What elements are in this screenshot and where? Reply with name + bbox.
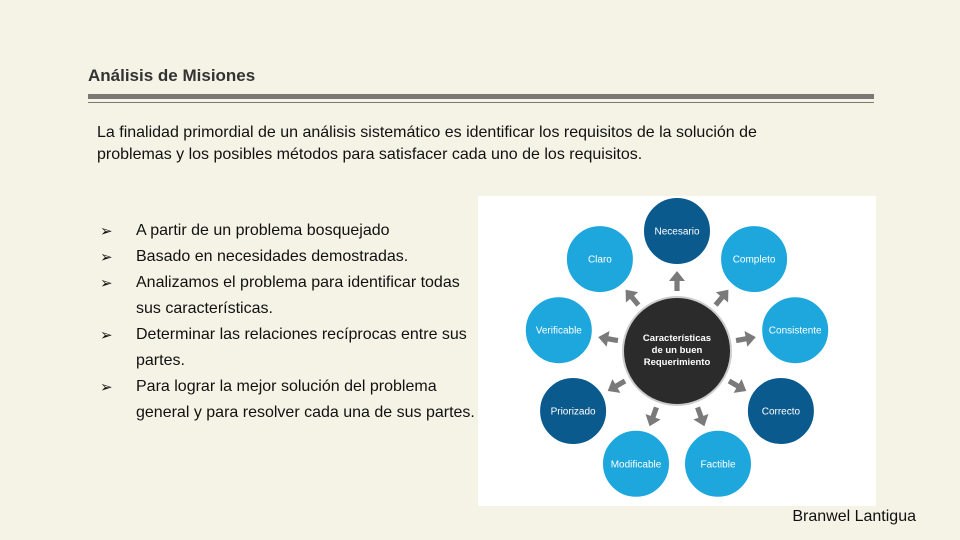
arrow-icon (598, 331, 618, 347)
bullet-item (100, 218, 480, 244)
center-node-label: Características (642, 333, 712, 344)
title-divider-thin (88, 102, 874, 103)
slide-title: Análisis de Misiones (88, 66, 256, 85)
requirement-node-label: Factible (700, 459, 736, 471)
center-node-label: de un buen (651, 345, 703, 356)
title-divider-thick (88, 94, 874, 99)
arrow-right-bullet-icon: ➢ (100, 274, 113, 292)
requirement-node-label: Modificable (610, 459, 662, 471)
bullet-text: Analizamos el problema para identificar todas sus características. (136, 274, 460, 317)
arrow-icon (693, 407, 708, 427)
bullet-text: Basado en necesidades demostradas. (136, 248, 409, 265)
bullet-text: Para lograr la mejor solución del problema general y para resolver cada una de sus partes. (136, 378, 475, 421)
arrow-right-bullet-icon: ➢ (100, 222, 113, 240)
bullet-item (100, 374, 480, 426)
requirement-node-label: Priorizado (550, 406, 596, 418)
bullet-list (100, 218, 480, 426)
requirement-node-label: Correcto (761, 406, 801, 418)
arrow-icon (714, 290, 729, 307)
arrow-icon (736, 331, 756, 347)
bullet-text: Determinar las relaciones recíprocas entre sus partes. (136, 326, 467, 369)
author-name: Branwel Lantigua (792, 508, 916, 525)
requirement-node-label: Completo (732, 254, 776, 266)
center-node-label: Requerimiento (643, 357, 711, 368)
arrow-icon (728, 379, 747, 393)
requirement-node-label: Verificable (535, 325, 582, 337)
bullet-item (100, 322, 480, 374)
requirement-node-label: Consistente (768, 325, 822, 337)
arrow-icon (646, 407, 661, 427)
bullet-text: A partir de un problema bosquejado (136, 222, 390, 239)
requirements-diagram-svg (478, 196, 876, 506)
arrow-right-bullet-icon: ➢ (100, 248, 113, 266)
arrow-right-bullet-icon: ➢ (100, 326, 113, 344)
intro-paragraph: La finalidad primordial de un análisis sistemático es identificar los requisitos de la solución de problemas y los posibles métodos para satisfacer cada uno de los requisitos. (97, 124, 757, 163)
requirement-node-label: Claro (587, 254, 612, 266)
requirements-diagram (478, 196, 876, 506)
bullet-item (100, 270, 480, 322)
arrow-icon (669, 271, 685, 291)
arrow-icon (626, 290, 641, 307)
arrow-right-bullet-icon: ➢ (100, 378, 113, 396)
requirement-node-label: Necesario (654, 226, 700, 238)
bullet-item (100, 244, 480, 270)
arrow-icon (608, 379, 627, 393)
